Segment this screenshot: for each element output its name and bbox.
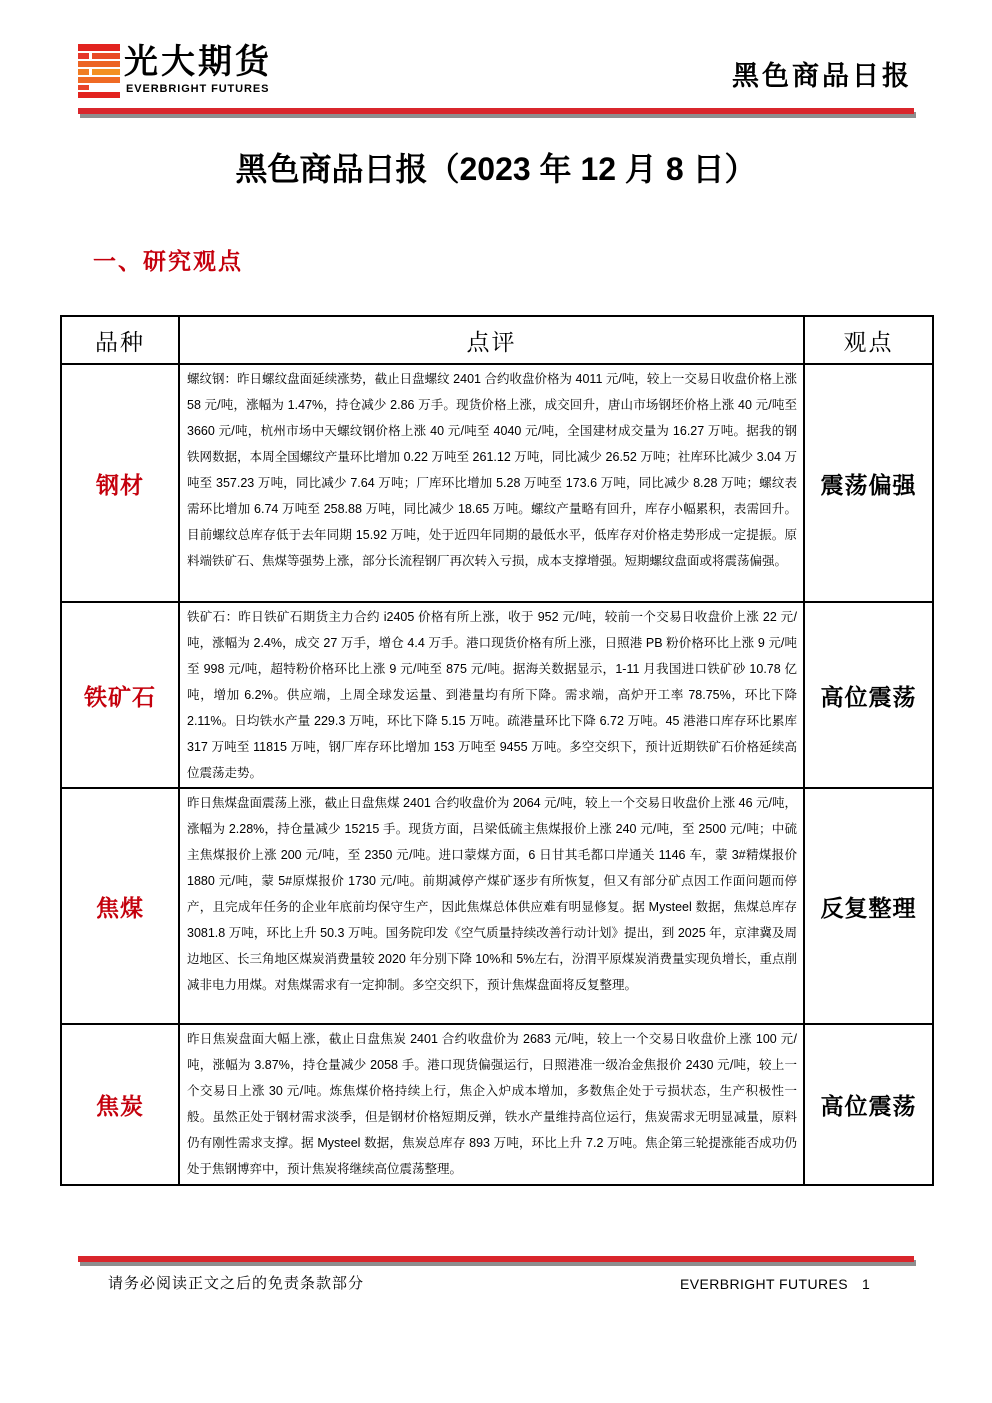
view-cell: 高位震荡 [804,602,933,788]
variety-cell: 焦煤 [61,788,179,1024]
table-header-view: 观点 [804,316,933,364]
view-cell: 高位震荡 [804,1024,933,1185]
variety-cell: 铁矿石 [61,602,179,788]
footer-divider [78,1256,914,1262]
table-row [61,364,933,602]
footer-disclaimer: 请务必阅读正文之后的免责条款部分 [108,1275,365,1292]
table-row [61,602,933,788]
view-cell: 反复整理 [804,788,933,1024]
table-header-row [61,316,933,364]
view-cell: 震荡偏强 [804,364,933,602]
variety-cell: 钢材 [61,364,179,602]
comment-cell: 螺纹钢：昨日螺纹盘面延续涨势，截止日盘螺纹 2401 合约收盘价格为 4011 元/吨，较上一交易日收盘价格上涨 58 元/吨，涨幅为 1.47%，持仓减少 2.86 万手。现货价格上涨，成交回升，唐山市场钢坯价格上涨 40 元/吨至 3660 元/吨，杭州市场中天螺纹钢价格上涨 40 元/吨至 4040 元/吨，全国建材成交量为 16.27 万吨。据我的钢铁网数据，本周全国螺纹产量环比增加 0.22 万吨至 261.12 万吨，同比减少 26.52 万吨；社库环比减少 3.04 万吨至 357.23 万吨，同比减少 7.64 万吨；厂库环比增加 5.28 万吨至 173.6 万吨，同比减少 8.28 万吨；螺纹表需环比增加 6.74 万吨至 258.88 万吨，同比减少 18.65 万吨。螺纹产量略有回升，库存小幅累积，表需回升。目前螺纹总库存低于去年同期 15.92 万吨，处于近四年同期的最低水平，低库存对价格走势形成一定提振。原料端铁矿石、焦煤等强势上涨，部分长流程钢厂再次转入亏损，成本支撑增强。短期螺纹盘面或将震荡偏强。 [179,364,804,602]
header-divider [78,108,914,114]
brand-name-en: EVERBRIGHT FUTURES [126,83,270,95]
brand-name-cn: 光大期货 [124,43,272,81]
footer-right [680,1274,870,1294]
page-number: 1 [861,1276,870,1292]
table-row [61,1024,933,1185]
comment-cell: 铁矿石：昨日铁矿石期货主力合约 i2405 价格有所上涨，收于 952 元/吨，较前一个交易日收盘价上涨 22 元/吨，涨幅为 2.4%，成交 27 万手，增仓 4.4 万手。港口现货价格有所上涨，日照港 PB 粉价格环比上涨 9 元/吨至 998 元/吨，超特粉价格环比上涨 9 元/吨至 875 元/吨。据海关数据显示，1-11 月我国进口铁矿砂 10.78 亿吨，增加 6.2%。供应端，上周全球发运量、到港量均有所下降。需求端，高炉开工率 78.75%，环比下降 2.11%。日均铁水产量 229.3 万吨，环比下降 5.15 万吨。疏港量环比下降 6.72 万吨。45 港港口库存环比累库 317 万吨至 11815 万吨，钢厂库存环比增加 153 万吨至 9455 万吨。多空交织下，预计近期铁矿石价格延续高位震荡走势。 [179,602,804,788]
comment-cell: 昨日焦煤盘面震荡上涨，截止日盘焦煤 2401 合约收盘价为 2064 元/吨，较上一个交易日收盘价上涨 46 元/吨，涨幅为 2.28%，持仓量减少 15215 手。现货方面，吕梁低硫主焦煤报价上涨 240 元/吨，至 2500 元/吨；中硫主焦煤报价上涨 200 元/吨，至 2350 元/吨。进口蒙煤方面，6 日甘其毛都口岸通关 1146 车，蒙 3#精煤报价 1880 元/吨，蒙 5#原煤报价 1730 元/吨。前期减停产煤矿逐步有所恢复，但又有部分矿点因工作面问题而停产，且完成年任务的企业年底前均保守生产，因此焦煤总体供应难有明显修复。据 Mysteel 数据，焦煤总库存 3081.8 万吨，环比上升 50.3 万吨。国务院印发《空气质量持续改善行动计划》提出，到 2025 年，京津冀及周边地区、长三角地区煤炭消费量较 2020 年分别下降 10%和 5%左右，汾渭平原煤炭消费量实现负增长，重点削减非电力用煤。对焦煤需求有一定抑制。多空交织下，预计焦煤盘面将反复整理。 [179,788,804,1024]
table-row [61,788,933,1024]
comment-cell: 昨日焦炭盘面大幅上涨，截止日盘焦炭 2401 合约收盘价为 2683 元/吨，较上一个交易日收盘价上涨 100 元/吨，涨幅为 3.87%，持仓量减少 2058 手。港口现货偏强运行，日照港准一级冶金焦报价 2430 元/吨，较上一个交易日上涨 30 元/吨。炼焦煤价格持续上行，焦企入炉成本增加，多数焦企处于亏损状态，生产积极性一般。虽然正处于钢材需求淡季，但是钢材价格短期反弹，铁水产量维持高位运行，焦炭需求无明显减量，原料仍有刚性需求支撑。据 Mysteel 数据，焦炭总库存 893 万吨，环比上升 7.2 万吨。焦企第三轮提涨能否成功仍处于焦钢博弈中，预计焦炭将继续高位震荡整理。 [179,1024,804,1185]
table-header-comment: 点评 [179,316,804,364]
variety-cell: 焦炭 [61,1024,179,1185]
table-header-variety: 品种 [61,316,179,364]
report-name: 黑色商品日报 [732,61,912,91]
section-heading: 一、研究观点 [93,248,243,274]
document-title: 黑色商品日报（2023 年 12 月 8 日） [235,151,757,187]
research-view-table [60,315,934,1186]
everbright-logo-icon [78,44,120,98]
footer-brand: EVERBRIGHT FUTURES [680,1276,848,1292]
